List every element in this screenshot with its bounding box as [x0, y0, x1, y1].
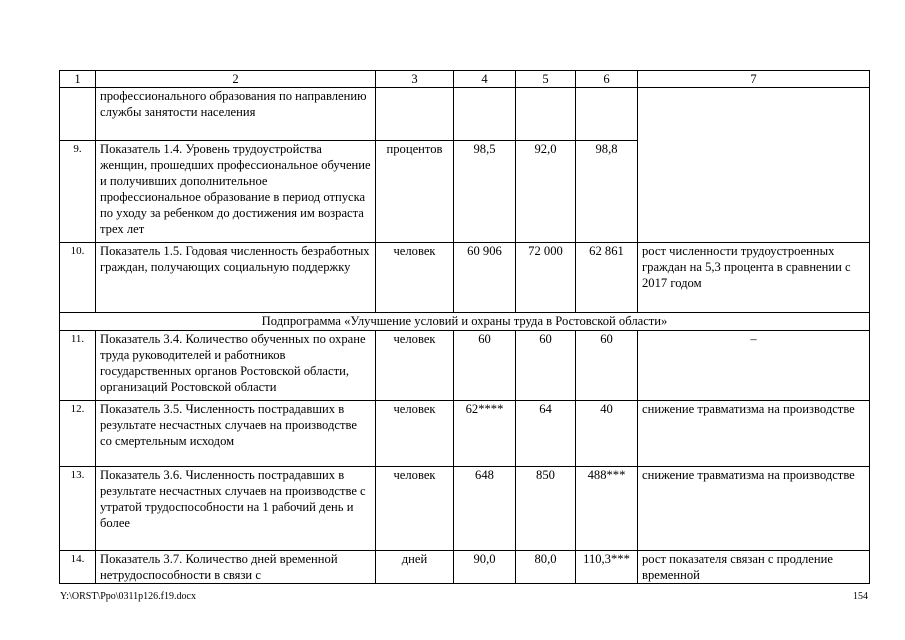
footer-file-path: Y:\ORST\Ppo\0311p126.f19.docx — [60, 591, 196, 602]
table-row — [60, 551, 870, 584]
unit-cell: человек — [376, 467, 454, 551]
header-cell: 6 — [576, 71, 638, 88]
value-cell: 488*** — [576, 467, 638, 551]
header-cell: 7 — [638, 71, 870, 88]
value-cell: 72 000 — [516, 243, 576, 313]
value-cell: 648 — [454, 467, 516, 551]
subprogram-row — [60, 313, 870, 331]
value-cell: 60 — [576, 331, 638, 401]
indicator-text: Показатель 3.4. Количество обученных по охране труда руководителей и работников государственных органов Ростовской области, организаций Ростовской области — [96, 331, 376, 401]
row-number: 14. — [60, 551, 96, 584]
indicator-text: Показатель 1.4. Уровень трудоустройства женщин, прошедших профессиональное обучение и получивших дополнительное профессиональное образование в период отпуска по уходу за ребенком до достижения им возраста трех лет — [96, 141, 376, 243]
unit-cell: процентов — [376, 141, 454, 243]
unit-cell — [376, 88, 454, 141]
note-cell: снижение травматизма на производстве — [638, 467, 870, 551]
value-cell: 90,0 — [454, 551, 516, 584]
value-cell: 62 861 — [576, 243, 638, 313]
header-cell: 1 — [60, 71, 96, 88]
table-row — [60, 401, 870, 467]
header-cell: 3 — [376, 71, 454, 88]
indicator-text: Показатель 1.5. Годовая численность безработных граждан, получающих социальную поддержку — [96, 243, 376, 313]
header-cell: 5 — [516, 71, 576, 88]
row-number: 9. — [60, 141, 96, 243]
subprogram-title: Подпрограмма «Улучшение условий и охраны труда в Ростовской области» — [60, 313, 870, 331]
indicator-text: профессионального образования по направлению службы занятости населения — [96, 88, 376, 141]
value-cell: 64 — [516, 401, 576, 467]
unit-cell: человек — [376, 401, 454, 467]
value-cell — [576, 88, 638, 141]
value-cell: 98,8 — [576, 141, 638, 243]
table-row — [60, 88, 870, 141]
note-cell — [638, 88, 870, 243]
table-header-row — [60, 71, 870, 88]
indicator-table — [59, 70, 870, 584]
value-cell: 92,0 — [516, 141, 576, 243]
value-cell: 60 906 — [454, 243, 516, 313]
table-row — [60, 243, 870, 313]
note-cell: снижение травматизма на производстве — [638, 401, 870, 467]
indicator-text: Показатель 3.5. Численность пострадавших в результате несчастных случаев на производстве со смертельным исходом — [96, 401, 376, 467]
value-cell — [516, 88, 576, 141]
page-number: 154 — [853, 591, 868, 602]
value-cell: 110,3*** — [576, 551, 638, 584]
row-number: 13. — [60, 467, 96, 551]
value-cell: 60 — [516, 331, 576, 401]
value-cell: 80,0 — [516, 551, 576, 584]
table-row — [60, 331, 870, 401]
note-cell: рост показателя связан с продление временной — [638, 551, 870, 584]
unit-cell: человек — [376, 243, 454, 313]
row-number: 12. — [60, 401, 96, 467]
unit-cell: дней — [376, 551, 454, 584]
note-cell: рост численности трудоустроенных граждан на 5,3 процента в сравнении с 2017 годом — [638, 243, 870, 313]
row-number: 11. — [60, 331, 96, 401]
header-cell: 2 — [96, 71, 376, 88]
value-cell: 40 — [576, 401, 638, 467]
unit-cell: человек — [376, 331, 454, 401]
value-cell: 62**** — [454, 401, 516, 467]
value-cell: 850 — [516, 467, 576, 551]
row-number: 10. — [60, 243, 96, 313]
indicator-text: Показатель 3.6. Численность пострадавших в результате несчастных случаев на производстве с утратой трудоспособности на 1 рабочий день и более — [96, 467, 376, 551]
value-cell: 98,5 — [454, 141, 516, 243]
value-cell — [454, 88, 516, 141]
table-row — [60, 467, 870, 551]
value-cell: 60 — [454, 331, 516, 401]
note-cell: – — [638, 331, 870, 401]
row-number — [60, 88, 96, 141]
indicator-text: Показатель 3.7. Количество дней временной нетрудоспособности в связи с — [96, 551, 376, 584]
header-cell: 4 — [454, 71, 516, 88]
